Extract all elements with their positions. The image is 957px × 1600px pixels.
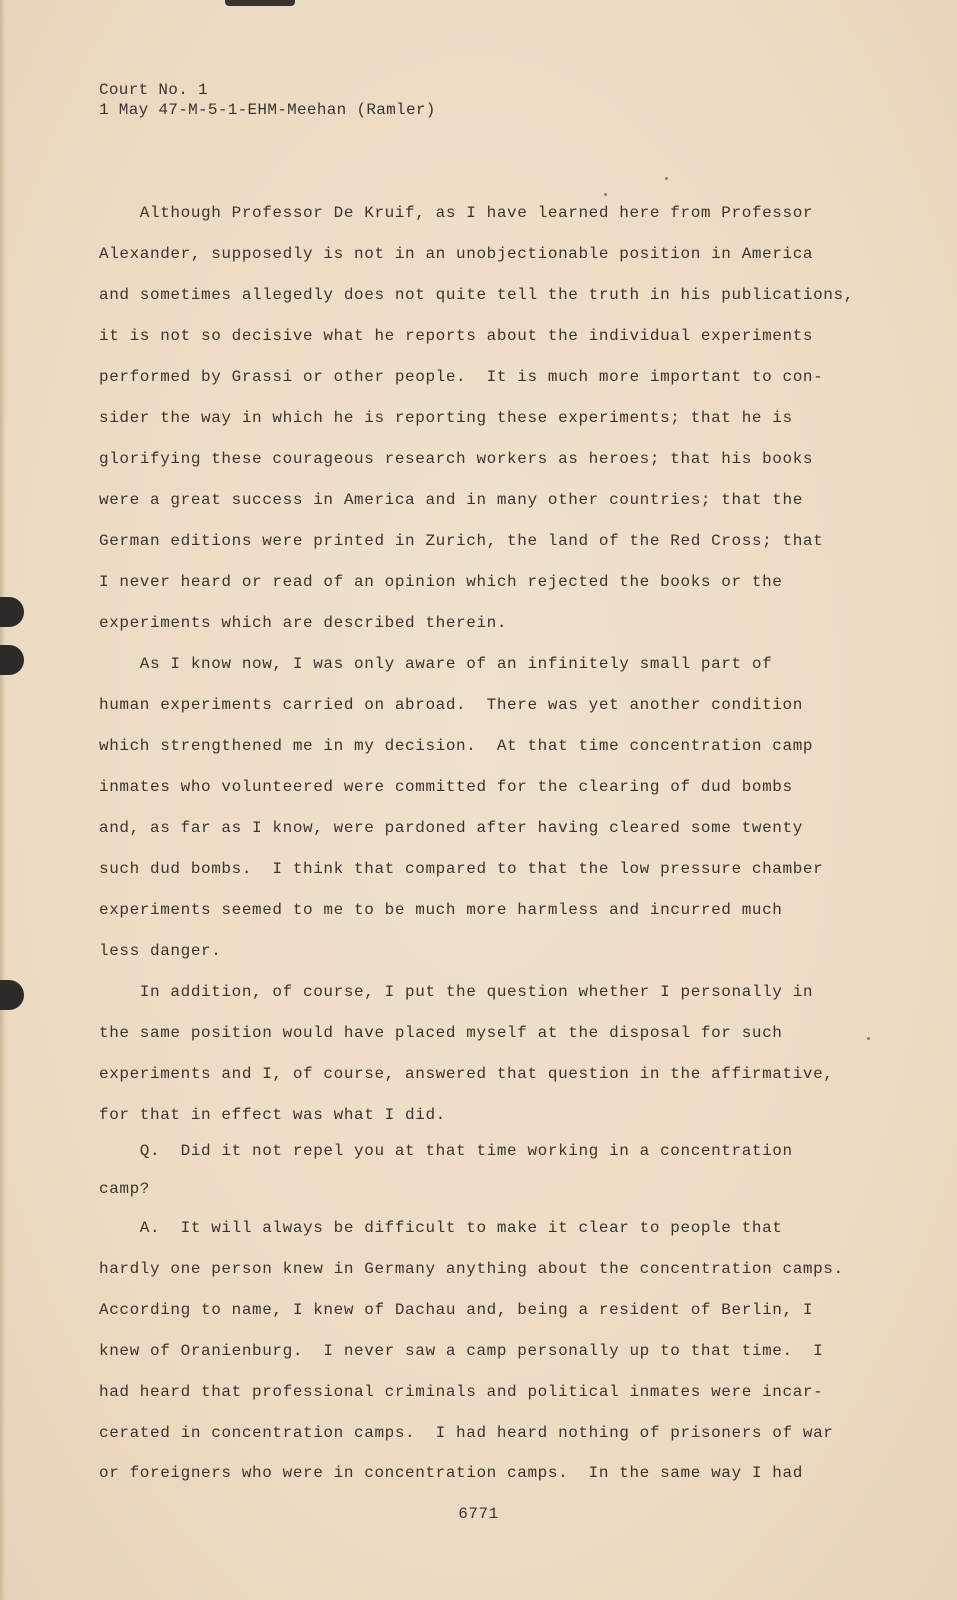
text-line: hardly one person knew in Germany anything about the concentration camps. [99, 1260, 844, 1278]
text-line: glorifying these courageous research workers as heroes; that his books [99, 450, 814, 468]
text-line: had heard that professional criminals and political inmates were incar- [99, 1383, 824, 1401]
punch-hole [0, 645, 24, 675]
text-line: camp? [99, 1180, 151, 1198]
text-line: for that in effect was what I did. [99, 1106, 446, 1124]
text-line: human experiments carried on abroad. There was yet another condition [99, 696, 803, 714]
text-line: experiments and I, of course, answered that question in the affirmative, [99, 1065, 834, 1083]
text-line: cerated in concentration camps. I had heard nothing of prisoners of war [99, 1424, 834, 1442]
text-line: and sometimes allegedly does not quite tell the truth in his publications, [99, 286, 854, 304]
paper-speck [604, 193, 607, 196]
text-line: Although Professor De Kruif, as I have learned here from Professor [99, 204, 814, 222]
text-line: were a great success in America and in many other countries; that the [99, 491, 803, 509]
text-line: As I know now, I was only aware of an infinitely small part of [99, 655, 773, 673]
transcript-reference: 1 May 47-M-5-1-EHM-Meehan (Ramler) [99, 101, 436, 119]
text-line: I never heard or read of an opinion which rejected the books or the [99, 573, 783, 591]
text-line: knew of Oranienburg. I never saw a camp personally up to that time. I [99, 1342, 824, 1360]
paper-speck [665, 177, 668, 180]
page-edge-shadow [0, 0, 6, 1600]
text-line: German editions were printed in Zurich, the land of the Red Cross; that [99, 532, 824, 550]
text-line: such dud bombs. I think that compared to that the low pressure chamber [99, 860, 824, 878]
punch-hole [0, 597, 24, 627]
document-header [99, 80, 436, 120]
text-line: inmates who volunteered were committed for the clearing of dud bombs [99, 778, 793, 796]
text-line: the same position would have placed myself at the disposal for such [99, 1024, 783, 1042]
text-line: less danger. [99, 942, 222, 960]
text-line: experiments which are described therein. [99, 614, 508, 632]
court-number: Court No. 1 [99, 81, 208, 99]
text-line: Alexander, supposedly is not in an unobjectionable position in America [99, 245, 814, 263]
text-line: experiments seemed to me to be much more harmless and incurred much [99, 901, 783, 919]
text-line: Q. Did it not repel you at that time working in a concentration [99, 1142, 793, 1160]
text-line: it is not so decisive what he reports about the individual experiments [99, 327, 814, 345]
punch-hole [0, 980, 24, 1010]
page-number: 6771 [458, 1505, 499, 1523]
text-line: or foreigners who were in concentration camps. In the same way I had [99, 1464, 803, 1482]
text-line: and, as far as I know, were pardoned after having cleared some twenty [99, 819, 803, 837]
binding-mark [225, 0, 295, 6]
text-line: In addition, of course, I put the question whether I personally in [99, 983, 814, 1001]
text-line: A. It will always be difficult to make it clear to people that [99, 1219, 783, 1237]
text-line: sider the way in which he is reporting these experiments; that he is [99, 409, 793, 427]
text-line: According to name, I knew of Dachau and, being a resident of Berlin, I [99, 1301, 814, 1319]
text-line: which strengthened me in my decision. At that time concentration camp [99, 737, 814, 755]
paper-speck [867, 1037, 870, 1040]
text-line: performed by Grassi or other people. It is much more important to con- [99, 368, 824, 386]
